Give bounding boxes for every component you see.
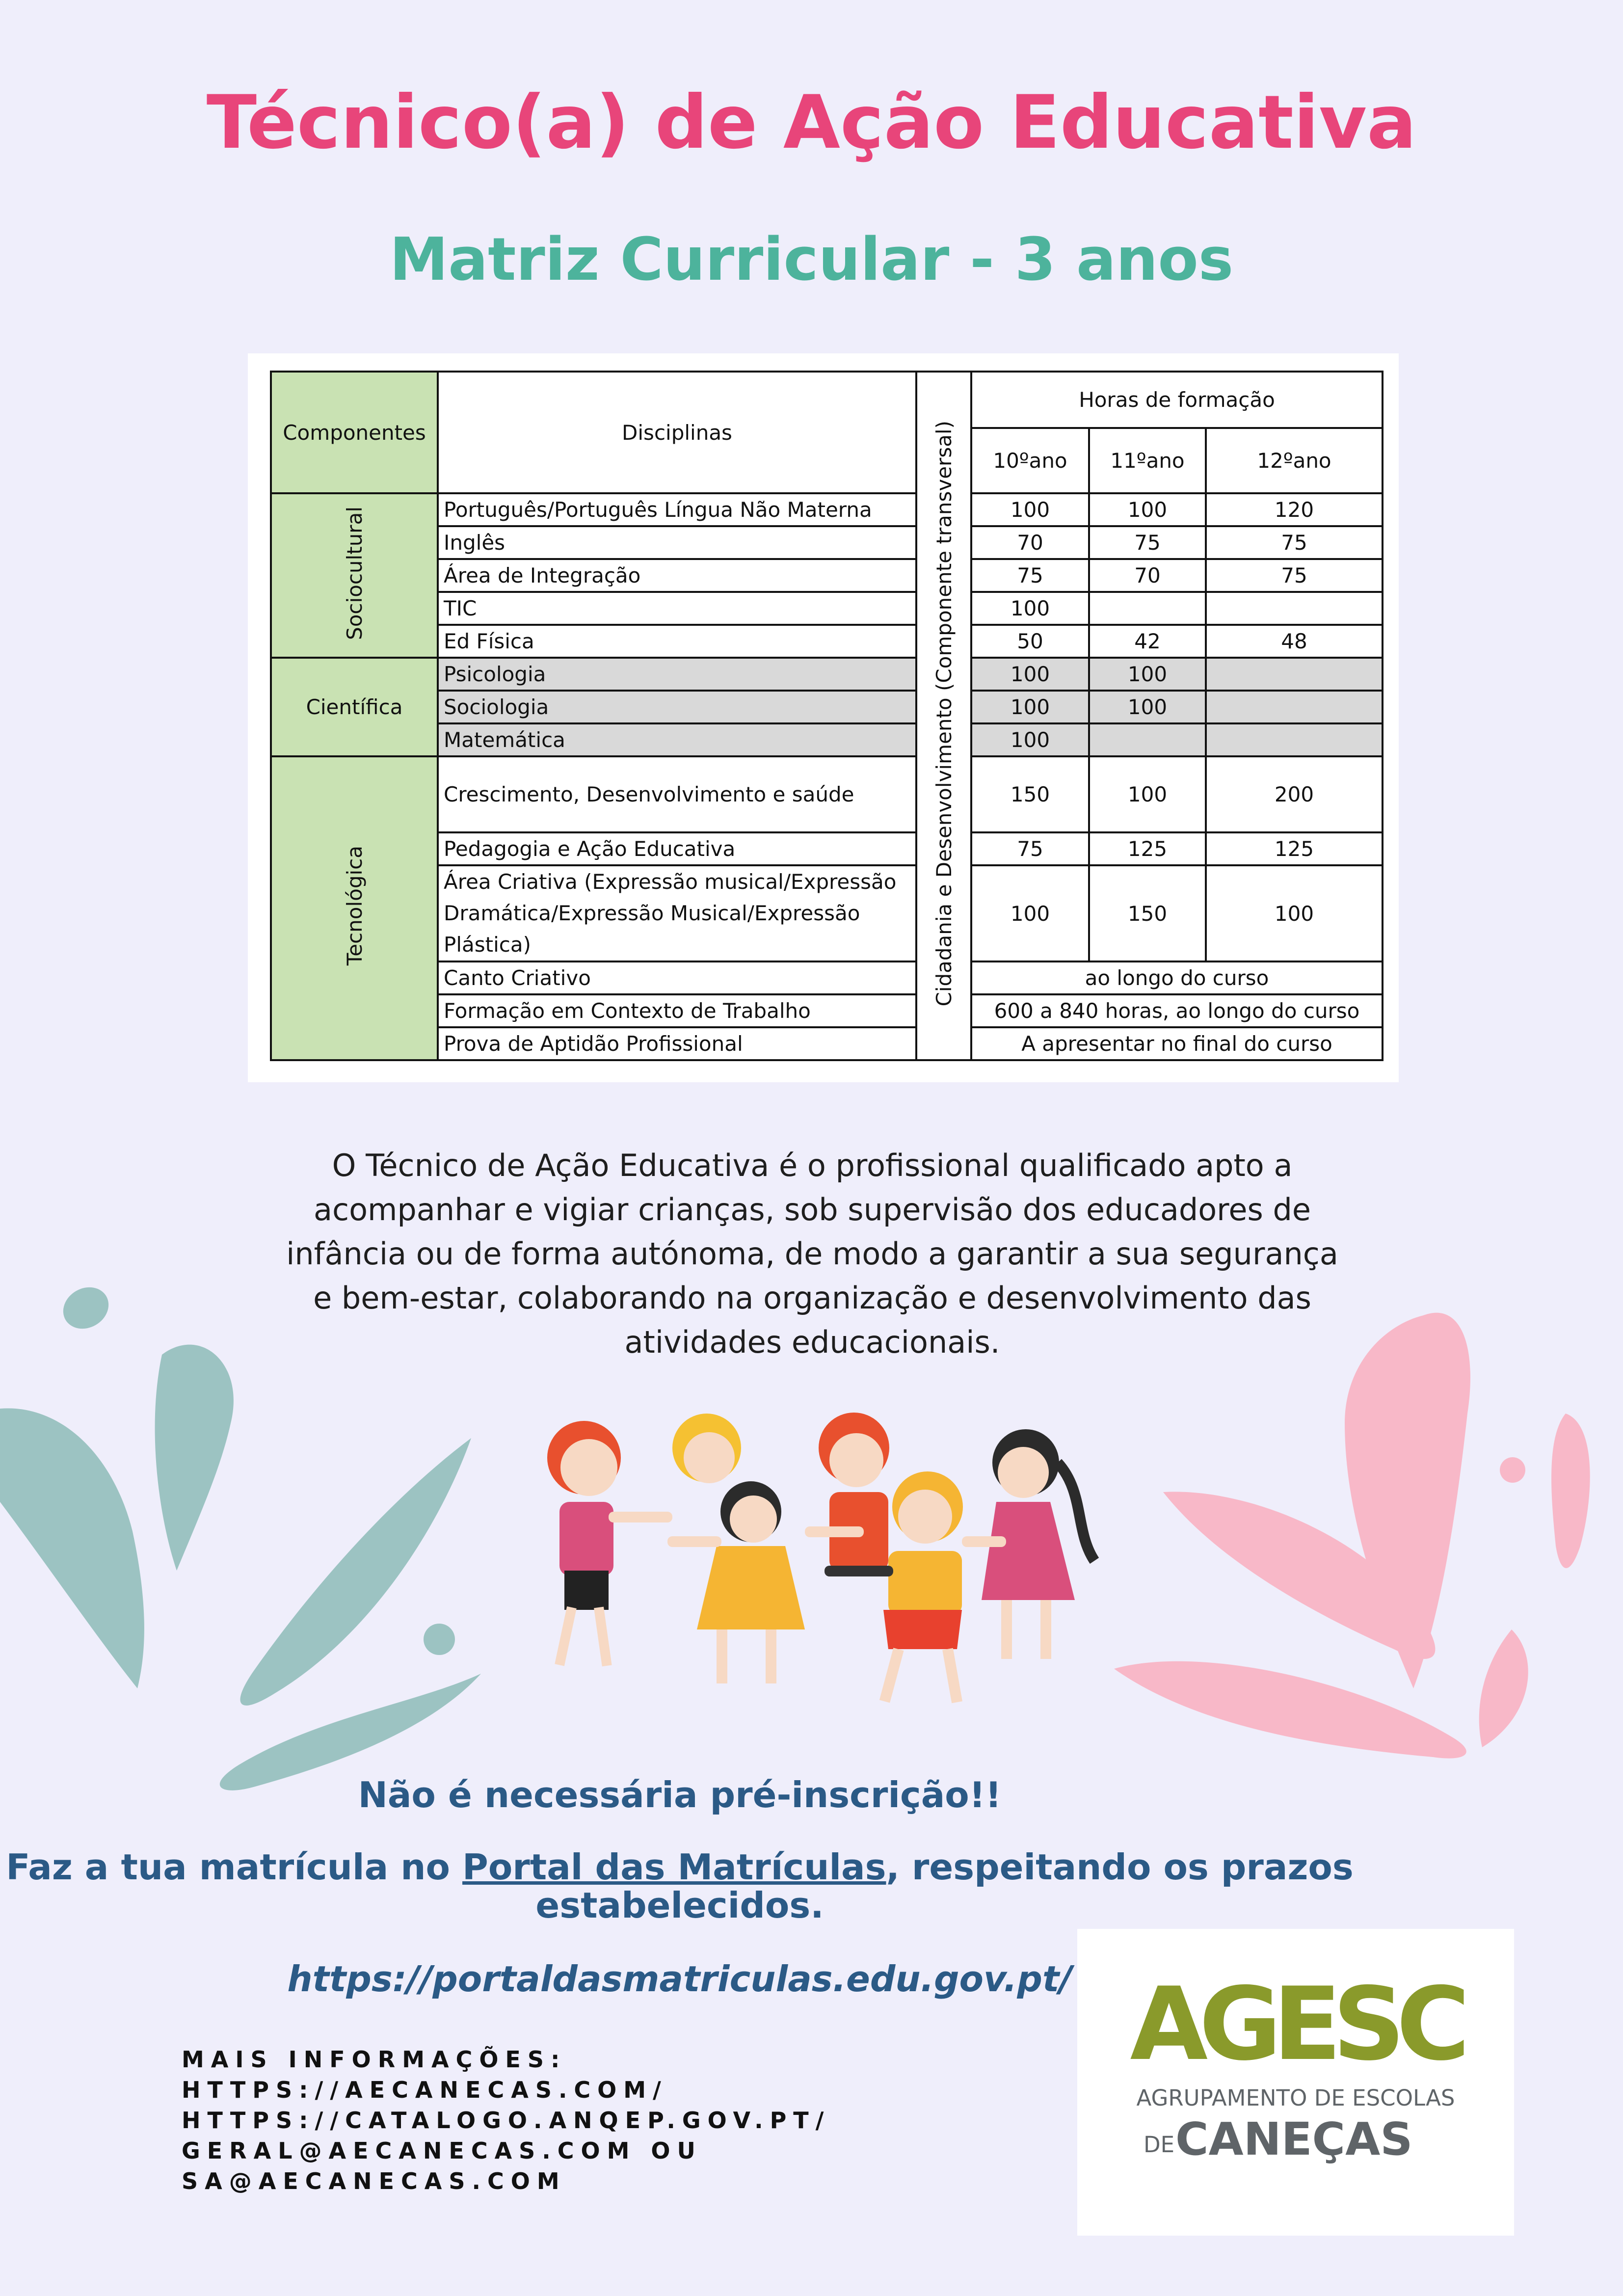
table-cell-h12: 75 <box>1206 559 1383 592</box>
header-year-10: 10ºano <box>971 428 1089 493</box>
table-cell-span: 600 a 840 horas, ao longo do curso <box>971 994 1383 1027</box>
table-row-discipline: Ed Física <box>438 625 916 658</box>
table-cell-h10: 75 <box>971 832 1089 865</box>
table-cell-h12 <box>1206 723 1383 756</box>
table-row-discipline: Prova de Aptidão Profissional <box>438 1027 916 1060</box>
table-cell-h11: 125 <box>1089 832 1206 865</box>
table-cell-h12: 75 <box>1206 526 1383 559</box>
header-year-12: 12ºano <box>1206 428 1383 493</box>
table-cell-h11 <box>1089 723 1206 756</box>
contact-link[interactable]: HTTPS://CATALOGO.ANQEP.GOV.PT/ <box>182 2107 831 2134</box>
table-row-discipline: Canto Criativo <box>438 961 916 994</box>
header-year-11: 11ºano <box>1089 428 1206 493</box>
child-figure <box>962 1429 1094 1659</box>
table-cell-h11: 100 <box>1089 756 1206 832</box>
table-cell-h12: 100 <box>1206 865 1383 961</box>
table-cell-h12 <box>1206 658 1383 691</box>
header-components: Componentes <box>271 372 438 493</box>
portal-url-link[interactable]: https://portaldasmatriculas.edu.gov.pt/ <box>287 1958 1072 2000</box>
table-row-discipline: Formação em Contexto de Trabalho <box>438 994 916 1027</box>
portal-link[interactable]: Portal das Matrículas <box>462 1846 886 1888</box>
table-row-discipline: Matemática <box>438 723 916 756</box>
page-subtitle: Matriz Curricular - 3 anos <box>389 226 1234 294</box>
table-cell-h10: 150 <box>971 756 1089 832</box>
contact-link[interactable]: HTTPS://AECANECAS.COM/ <box>182 2077 668 2103</box>
table-cell-h12: 120 <box>1206 493 1383 526</box>
table-cell-h10: 70 <box>971 526 1089 559</box>
table-cell-h10: 50 <box>971 625 1089 658</box>
table-cell-h12 <box>1206 691 1383 723</box>
no-preregistration-note: Não é necessária pré-inscrição!! <box>358 1774 1002 1815</box>
enrollment-instructions <box>0 1848 1359 1924</box>
group-sociocultural: Sociocultural <box>271 493 438 658</box>
enroll-prefix: Faz a tua matrícula no <box>6 1846 463 1888</box>
table-cell-h11: 70 <box>1089 559 1206 592</box>
table-row-discipline: Crescimento, Desenvolvimento e saúde <box>438 756 916 832</box>
table-cell-h11: 150 <box>1089 865 1206 961</box>
course-description: O Técnico de Ação Educativa é o profissional qualificado apto a acompanhar e vigiar crianças, sob supervisão dos educadores de infância ou de forma autónoma, de modo a garantir a sua segurança e bem-estar, colaborando na organização e desenvolvimento das atividades educacionais. <box>286 1148 1338 1360</box>
page-title: Técnico(a) de Ação Educativa <box>206 80 1417 165</box>
table-row-discipline: Português/Português Língua Não Materna <box>438 493 916 526</box>
table-cell-h11: 100 <box>1089 493 1206 526</box>
contact-info <box>182 2044 830 2196</box>
children-dancing-illustration <box>530 1404 1109 1718</box>
logo-wordmark: AGESC <box>1130 1966 1462 2083</box>
table-cell-h11: 42 <box>1089 625 1206 658</box>
table-cell-h11: 75 <box>1089 526 1206 559</box>
table-row-discipline: Inglês <box>438 526 916 559</box>
enroll-suffix: , respeitando os prazos estabelecidos. <box>535 1846 1354 1926</box>
table-cell-h11 <box>1089 592 1206 625</box>
contact-heading: MAIS INFORMAÇÕES: <box>182 2046 567 2073</box>
child-figure <box>805 1413 889 1571</box>
school-logo <box>1077 1929 1514 2236</box>
table-row-discipline: Área de Integração <box>438 559 916 592</box>
table-row-discipline: Área Criativa (Expressão musical/Expressão Dramática/Expressão Musical/Expressão Plástica) <box>438 865 916 961</box>
logo-line-2-small: DE <box>1144 2132 1175 2158</box>
header-hours: Horas de formação <box>971 372 1383 428</box>
table-cell-h10: 100 <box>971 493 1089 526</box>
curriculum-table-panel <box>248 353 1399 1082</box>
contact-email[interactable]: GERAL@AECANECAS.COM OU <box>182 2137 702 2164</box>
group-cientifica: Científica <box>271 658 438 756</box>
table-cell-h11: 100 <box>1089 691 1206 723</box>
table-cell-h10: 100 <box>971 592 1089 625</box>
table-cell-span: ao longo do curso <box>971 961 1383 994</box>
curriculum-table <box>270 371 1384 1061</box>
table-cell-h12: 200 <box>1206 756 1383 832</box>
table-cell-span: A apresentar no final do curso <box>971 1027 1383 1060</box>
contact-email[interactable]: SA@AECANECAS.COM <box>182 2168 566 2194</box>
table-cell-h10: 100 <box>971 691 1089 723</box>
table-cell-h12 <box>1206 592 1383 625</box>
table-row-discipline: Sociologia <box>438 691 916 723</box>
child-figure <box>547 1421 672 1666</box>
table-row-discipline: Pedagogia e Ação Educativa <box>438 832 916 865</box>
group-tecnologica: Tecnológica <box>271 756 438 1060</box>
table-cell-h10: 100 <box>971 723 1089 756</box>
header-disciplines: Disciplinas <box>438 372 916 493</box>
header-transversal: Cidadania e Desenvolvimento (Componente transversal) <box>916 372 971 1060</box>
table-row-discipline: TIC <box>438 592 916 625</box>
table-cell-h12: 125 <box>1206 832 1383 865</box>
table-cell-h11: 100 <box>1089 658 1206 691</box>
pink-splash <box>1114 1313 1590 1759</box>
table-cell-h10: 100 <box>971 658 1089 691</box>
agesc-logo-icon <box>1077 1929 1514 2236</box>
table-row-discipline: Psicologia <box>438 658 916 691</box>
table-cell-h10: 100 <box>971 865 1089 961</box>
logo-line-1: AGRUPAMENTO DE ESCOLAS <box>1136 2085 1455 2111</box>
logo-line-2-big: CANEÇAS <box>1175 2113 1413 2165</box>
table-cell-h12: 48 <box>1206 625 1383 658</box>
child-figure <box>667 1414 805 1683</box>
table-cell-h10: 75 <box>971 559 1089 592</box>
